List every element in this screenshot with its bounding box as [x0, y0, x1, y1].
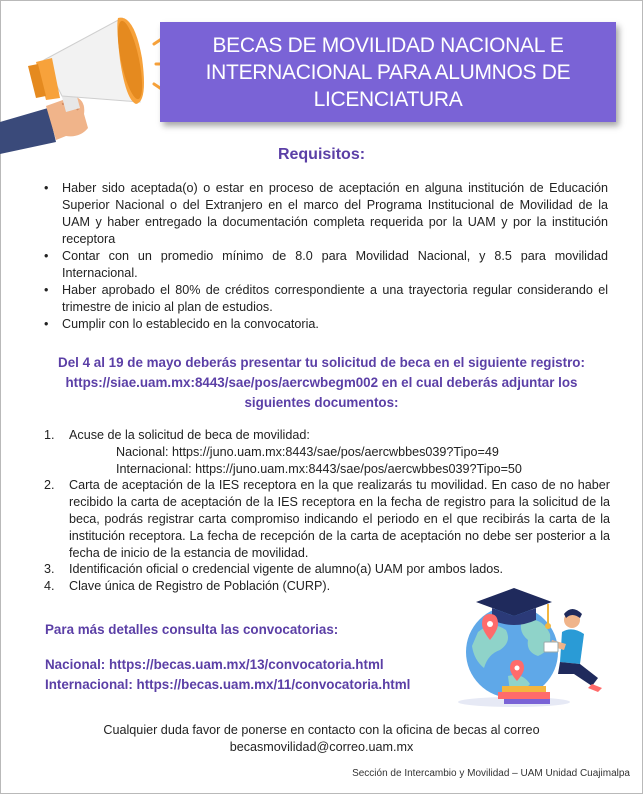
details-heading: Para más detalles consulta las convocatorias: [45, 622, 339, 637]
document-item [44, 477, 610, 561]
globe-student-illustration [452, 580, 612, 708]
contact-line: Cualquier duda favor de ponerse en contacto con la oficina de becas al correo [103, 723, 540, 737]
document-number: 4. [44, 579, 55, 594]
footer-credit: Sección de Intercambio y Movilidad – UAM Unidad Cuajimalpa [352, 768, 630, 779]
page-title: BECAS DE MOVILIDAD NACIONAL E INTERNACIONAL PARA ALUMNOS DE LICENCIATURA [205, 33, 571, 111]
form-link-internacional[interactable]: Internacional: https://juno.uam.mx:8443/sae/pos/aercwbbes039?Tipo=50 [116, 461, 522, 476]
requirement-item: • Contar con un promedio mínimo de 8.0 para Movilidad Nacional, y 8.5 para movilidad Internacional. [44, 248, 608, 282]
document-number: 1. [44, 428, 55, 442]
page-title-banner [160, 22, 616, 122]
requirements-list [44, 180, 608, 333]
document-item [44, 427, 610, 477]
requirement-item: • Haber aprobado el 80% de créditos correspondiente a una trayectoria regular considerando el trimestre de inicio al plan de estudios. [44, 282, 608, 316]
document-text: Acuse de la solicitud de beca de movilidad: [69, 428, 310, 442]
megaphone-icon [0, 4, 168, 154]
nacional-call-link[interactable]: Nacional: https://becas.uam.mx/13/convocatoria.html [45, 657, 384, 672]
requirement-item: • Haber sido aceptada(o) o estar en proceso de aceptación en alguna institución de Educación Superior Nacional o del Extranjero en el marco del Programa Institucional de Movilidad de la UAM y haber entregado la documentación completa requerida por la UAM y por la institución receptora [44, 180, 608, 248]
requirements-heading: Requisitos: [277, 146, 366, 163]
internacional-call-link[interactable]: Internacional: https://becas.uam.mx/11/convocatoria.html [45, 677, 411, 692]
contact-email[interactable]: becasmovilidad@correo.uam.mx [229, 740, 414, 754]
document-number: 2. [44, 478, 55, 493]
document-text: Clave única de Registro de Población (CURP). [69, 579, 331, 594]
requirement-item: • Cumplir con lo establecido en la convocatoria. [44, 316, 608, 333]
document-number: 3. [44, 562, 55, 577]
contact-info [0, 722, 643, 756]
document-text: Carta de aceptación de la IES receptora en la que realizarás tu movilidad. En caso de no haber recibido la carta de aceptación de la IES receptora en la fecha de registro para la solicitud de la beca, podrás registrar carta compromiso indicando el periodo en el que recibirás la carta de la institución receptora. La fecha de recepción de la carta de aceptación no debe ser posterior a la fecha de inicio de la estancia de movilidad. [69, 478, 610, 560]
document-item [44, 561, 610, 578]
document-text: Identificación oficial o credencial vigente de alumno(a) UAM por ambos lados. [69, 562, 504, 577]
form-link-nacional[interactable]: Nacional: https://juno.uam.mx:8443/sae/pos/aercwbbes039?Tipo=49 [116, 444, 499, 459]
documents-list [44, 427, 610, 595]
deadline-notice: Del 4 al 19 de mayo deberás presentar tu solicitud de beca en el siguiente registro: https://siae.uam.mx:8443/sae/pos/aercwbegm002 en el cual deberás adjuntar los siguientes documentos: [58, 355, 585, 410]
